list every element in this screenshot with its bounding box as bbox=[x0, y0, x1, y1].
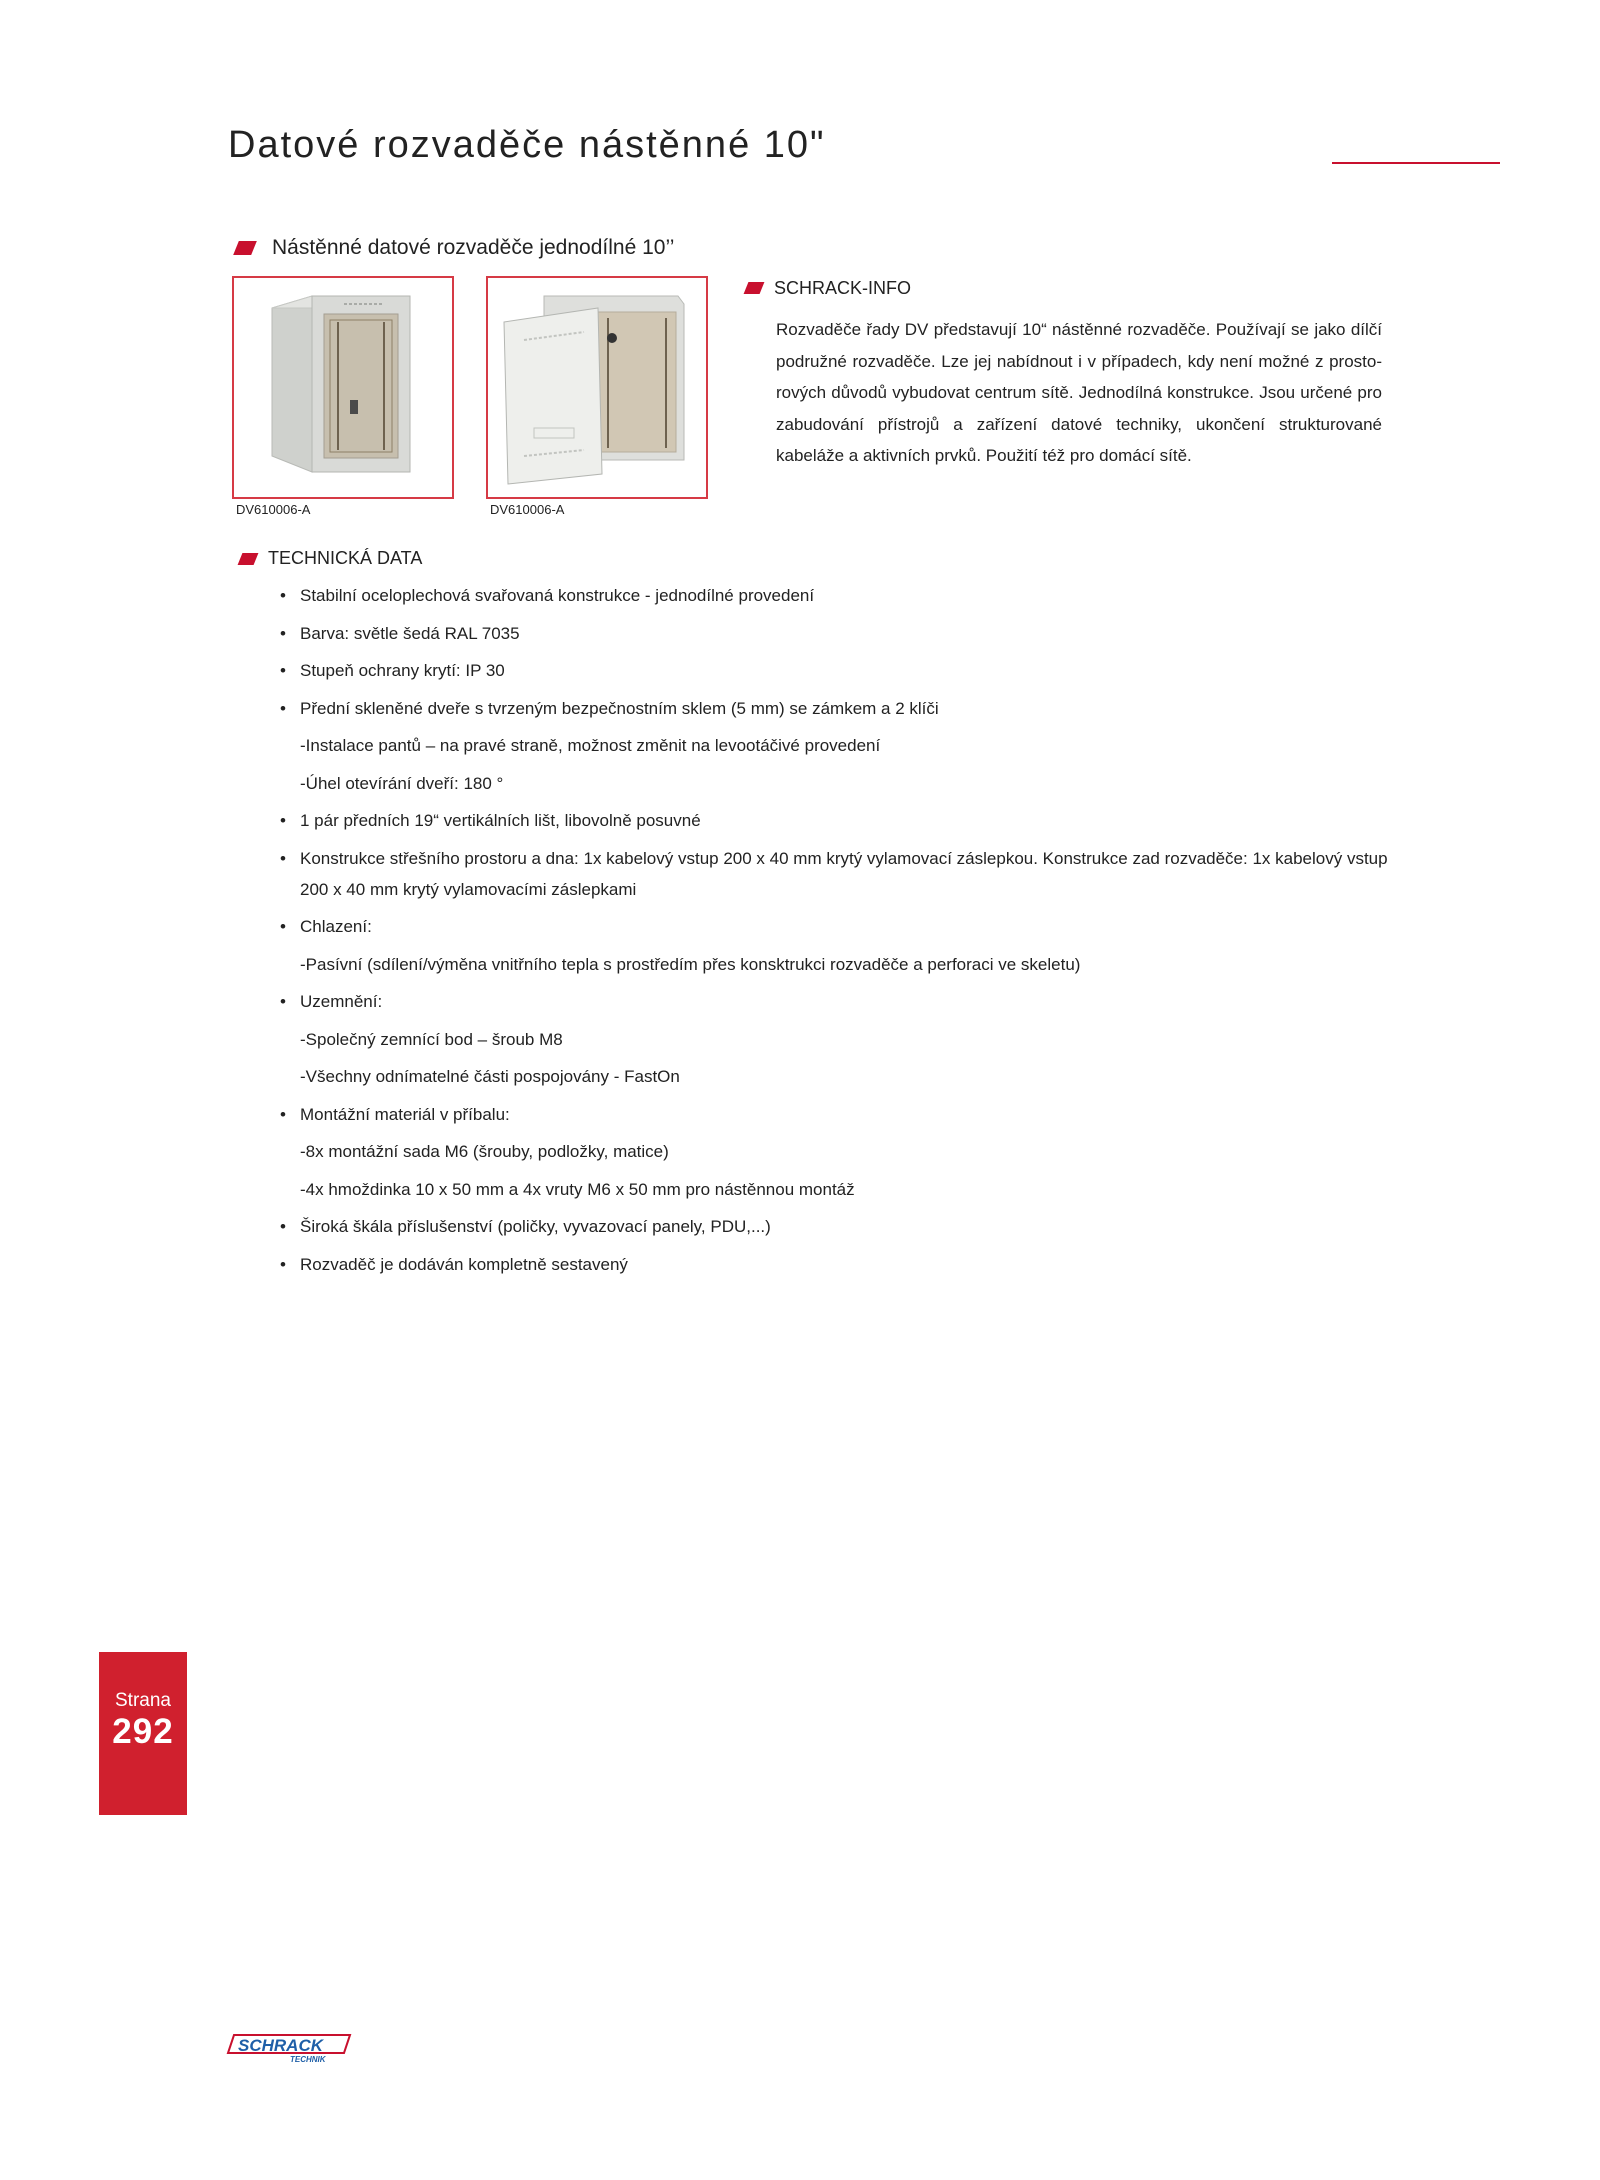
list-item: • Chlazení: bbox=[300, 911, 1400, 949]
page-title: Datové rozvaděče nástěnné 10" bbox=[228, 124, 826, 166]
list-item: • Stabilní oceloplechová svařovaná konstrukce - jednodílné provedení bbox=[300, 580, 1400, 618]
list-subitem: -Společný zemnící bod – šroub M8 bbox=[300, 1029, 563, 1049]
section-marker-icon bbox=[238, 553, 259, 565]
technical-data-list bbox=[300, 580, 1400, 1286]
section-marker-icon bbox=[233, 241, 257, 255]
list-subitem: -8x montážní sada M6 (šrouby, podložky, matice) bbox=[300, 1142, 669, 1161]
product-image-closed bbox=[232, 276, 454, 499]
schrack-info-heading: SCHRACK-INFO bbox=[774, 278, 912, 298]
list-subitem: -Úhel otevírání dveří: 180 ° bbox=[300, 773, 504, 793]
cabinet-closed-illustration bbox=[234, 278, 452, 497]
list-item: • Konstrukce střešního prostoru a dna: 1x kabelový vstup 200 x 40 mm krytý vylamovací záslepkou. Konstrukce zad rozvaděče: 1x kabelový vstup 200 x 40 mm krytý vylamovacími záslepkami bbox=[300, 843, 1400, 912]
list-item: • 1 pár předních 19“ vertikálních lišt, libovolně posuvné bbox=[300, 805, 1400, 843]
list-subitem: -4x hmoždinka 10 x 50 mm a 4x vruty M6 x 50 mm pro nástěnnou montáž bbox=[300, 1179, 855, 1199]
list-item: • Uzemnění: bbox=[300, 986, 1400, 1024]
section-marker-icon bbox=[744, 282, 765, 294]
page-number: 292 bbox=[112, 1712, 174, 1751]
product-section-heading: Nástěnné datové rozvaděče jednodílné 10’’ bbox=[272, 236, 675, 259]
svg-text:SCHRACK: SCHRACK bbox=[238, 2036, 323, 2055]
page-tab-label: Strana bbox=[115, 1690, 171, 1711]
technical-data-heading: TECHNICKÁ DATA bbox=[268, 548, 423, 568]
cabinet-open-illustration bbox=[488, 278, 706, 497]
list-item: • Montážní materiál v příbalu: bbox=[300, 1099, 1400, 1137]
list-item: • Široká škála příslušenství (poličky, vyvazovací panely, PDU,...) bbox=[300, 1211, 1400, 1249]
product-image-caption: DV610006-A bbox=[236, 502, 311, 517]
schrack-technik-logo bbox=[224, 2031, 354, 2065]
list-subitem: -Instalace pantů – na pravé straně, možnost změnit na levootáčivé provedení bbox=[300, 736, 881, 755]
list-item: • Barva: světle šedá RAL 7035 bbox=[300, 618, 1400, 656]
page-number-tab bbox=[99, 1652, 187, 1815]
product-image-open bbox=[486, 276, 708, 499]
list-item: • Rozvaděč je dodáván kompletně sestavený bbox=[300, 1249, 1400, 1287]
svg-text:TECHNIK: TECHNIK bbox=[290, 2055, 326, 2064]
list-subitem: -Pasívní (sdílení/výměna vnitřního tepla s prostředím přes konsktrukci rozvaděče a perforaci ve skeletu) bbox=[300, 954, 1081, 974]
list-item: • Přední skleněné dveře s tvrzeným bezpečnostním sklem (5 mm) se zámkem a 2 klíči bbox=[300, 693, 1400, 731]
list-subitem: -Všechny odnímatelné části pospojovány - FastOn bbox=[300, 1067, 680, 1086]
product-image-caption: DV610006-A bbox=[490, 502, 565, 517]
list-item: • Stupeň ochrany krytí: IP 30 bbox=[300, 655, 1400, 693]
schrack-info-text: Rozvaděče řady DV představují 10“ nástěnné rozvaděče. Používají se jako dílčí podružné rozvaděče. Lze jej nabídnout i v případech, kdy není možné z prosto-rových důvodů vybudovat centrum sítě. Jednodílná konstrukce. Jsou určené pro zabudování přístrojů a zařízení datové techniky, ukončení strukturované kabeláže a aktivních prvků. Použití též pro domácí sítě. bbox=[776, 320, 1382, 465]
title-rule bbox=[1332, 162, 1500, 164]
